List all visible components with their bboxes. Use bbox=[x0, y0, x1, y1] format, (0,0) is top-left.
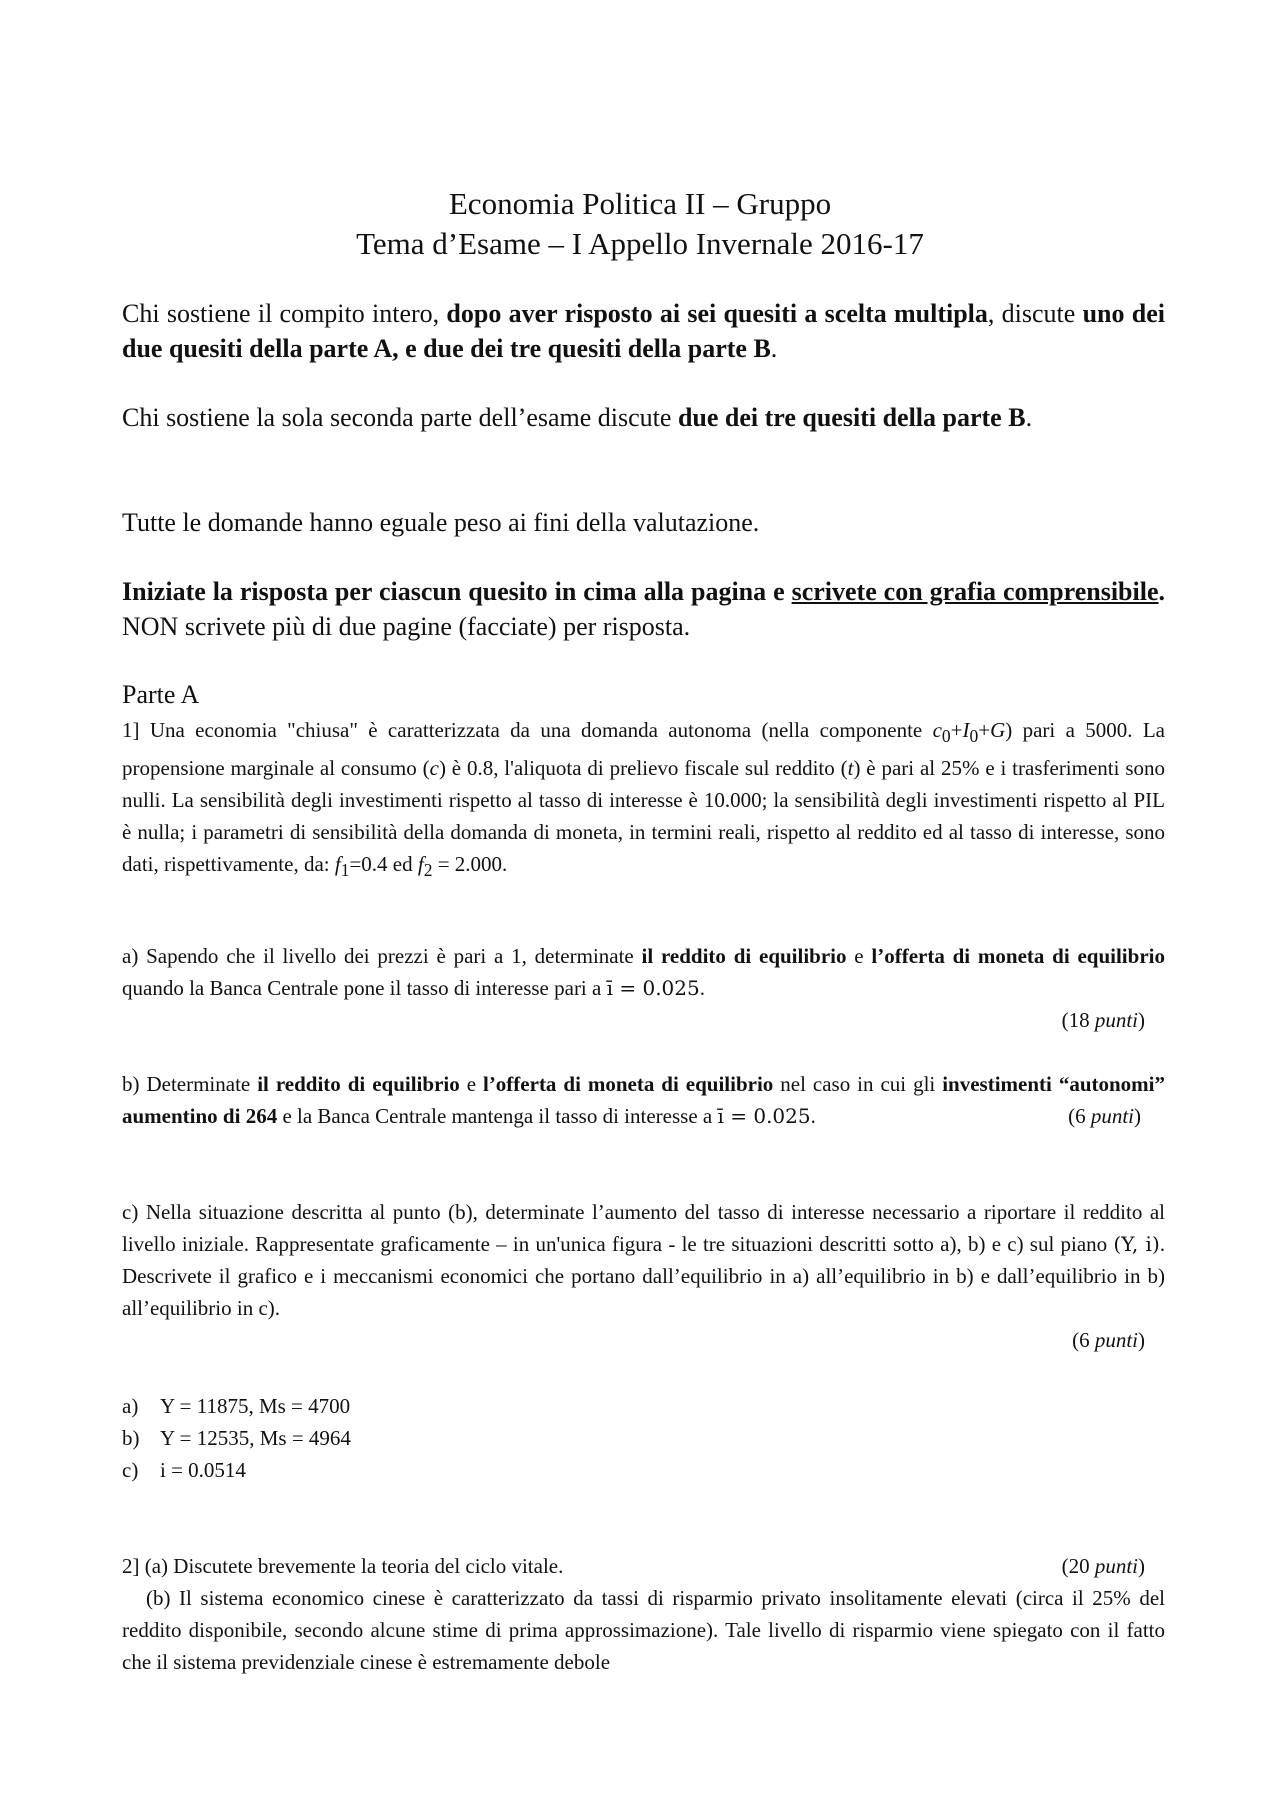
text: punti bbox=[1094, 1008, 1138, 1032]
text: ) bbox=[1138, 1328, 1145, 1352]
answer-list bbox=[122, 1390, 351, 1486]
points bbox=[1062, 1550, 1145, 1582]
question-1b bbox=[122, 1068, 1165, 1132]
question-2b: (b) Il sistema economico cinese è caratterizzato da tassi di risparmio privato insolitamente elevati (circa il 25% del reddito disponibile, secondo alcune stime di prima approssimazione). Tale livello di risparmio viene spiegato con il fatto che il sistema previdenziale cinese è estremamente debole bbox=[122, 1586, 1165, 1674]
bold-text: l’offerta di moneta di equilibrio bbox=[871, 944, 1165, 968]
subscript: 0 bbox=[941, 726, 951, 747]
text: ) bbox=[1138, 1554, 1145, 1578]
var: f bbox=[334, 852, 341, 877]
answer-text: Y = 12535, Ms = 4964 bbox=[160, 1426, 351, 1450]
text: . Descrivete il grafico e i meccanismi economici che portano dall’equilibrio in a) all’equilibrio in b) e dall’equilibrio in b) all’equilibrio in c). bbox=[122, 1232, 1165, 1320]
text: Chi sostiene la sola seconda parte dell’esame discute bbox=[122, 403, 678, 432]
exam-subtitle: Tema d’Esame – I Appello Invernale 2016-17 bbox=[356, 226, 924, 261]
answer-row bbox=[122, 1454, 351, 1486]
subscript: 1 bbox=[340, 860, 350, 881]
bold-text: l’offerta di moneta di equilibrio bbox=[482, 1072, 774, 1096]
question-1-text bbox=[122, 714, 1165, 886]
text: , discute bbox=[987, 299, 1083, 328]
text: 2] (a) Discutete brevemente la teoria del ciclo vitale. bbox=[122, 1554, 564, 1578]
answer-label: a) bbox=[122, 1394, 139, 1418]
text: . bbox=[1025, 403, 1033, 432]
text: Chi sostiene il compito intero, bbox=[122, 299, 447, 328]
text: b) Determinate bbox=[122, 1072, 258, 1096]
var: G bbox=[990, 718, 1006, 742]
bold-text: . bbox=[1158, 577, 1166, 606]
instruction-second-part bbox=[122, 400, 1165, 435]
math-expression: ī = 0.025 bbox=[717, 1104, 811, 1128]
question-1a bbox=[122, 940, 1165, 1036]
underlined-bold-text: scrivete con grafia comprensibile bbox=[791, 577, 1159, 606]
answer-label: c) bbox=[122, 1458, 139, 1482]
text: . bbox=[810, 1104, 816, 1128]
text: =0.4 ed bbox=[349, 852, 418, 877]
bold-text: uno dei due quesiti della parte A, e due dei tre quesiti della parte B bbox=[122, 299, 1165, 363]
text: c) Nella situazione descritta al punto (b), determinate l’aumento del tasso di interesse necessario a riportare il reddito al livello iniziale. Rappresentate graficamente – in un'unica figura - le tre situazioni descritti sotto a), b) e c) sul piano bbox=[122, 1200, 1165, 1256]
text: (6 bbox=[1068, 1104, 1091, 1128]
text: (6 bbox=[1072, 1328, 1095, 1352]
text: quando la Banca Centrale pone il tasso di interesse pari a bbox=[122, 976, 607, 1000]
bold-text: investimenti “autonomi” aumentino di 264 bbox=[122, 1072, 1165, 1128]
exam-title: Economia Politica II – Gruppo bbox=[448, 186, 832, 221]
text: (20 bbox=[1061, 1554, 1095, 1578]
text: + bbox=[950, 718, 963, 742]
question-2-head bbox=[122, 1550, 1165, 1582]
text: ) bbox=[1134, 1104, 1141, 1128]
text: a) Sapendo che il livello dei prezzi è pari a 1, determinate bbox=[122, 944, 642, 968]
answer-row bbox=[122, 1390, 351, 1422]
text: punti bbox=[1090, 1104, 1134, 1128]
instruction-writing bbox=[122, 574, 1165, 644]
section-title: Parte A bbox=[122, 680, 200, 709]
answer-label: b) bbox=[122, 1426, 140, 1450]
text: ) è pari al 25% e i trasferimenti sono nulli. La sensibilità degli investimenti rispetto al tasso di interesse è 10.000; la sensibilità degli investimenti rispetto al PIL è nulla; i parametri di sensibilità della domanda di moneta, in termini reali, rispetto al reddito ed al tasso di interesse, sono dati, rispettivamente, da: bbox=[122, 756, 1165, 877]
instruction-full-exam bbox=[122, 296, 1165, 366]
text: nel caso in cui gli bbox=[773, 1072, 943, 1096]
points bbox=[1068, 1100, 1141, 1132]
text: NON scrivete più di due pagine (facciate) per risposta. bbox=[122, 612, 691, 641]
question-1c bbox=[122, 1196, 1165, 1356]
answer-text: Y = 11875, Ms = 4700 bbox=[160, 1394, 351, 1418]
text: . bbox=[770, 334, 778, 363]
text: + bbox=[978, 718, 991, 742]
math-expression: ī = 0.025 bbox=[606, 976, 700, 1000]
bold-text: Iniziate la risposta per ciascun quesito in cima alla pagina e bbox=[122, 577, 792, 606]
bold-text: il reddito di equilibrio bbox=[641, 944, 847, 968]
bold-text: il reddito di equilibrio bbox=[257, 1072, 460, 1096]
var: t bbox=[847, 756, 854, 781]
var: f bbox=[417, 852, 424, 877]
text: ) bbox=[1138, 1008, 1145, 1032]
points bbox=[122, 1324, 1165, 1356]
question-2 bbox=[122, 1550, 1165, 1678]
answer-text: i = 0.0514 bbox=[160, 1458, 246, 1482]
text: ) pari a 5000. La propensione marginale al consumo ( bbox=[122, 718, 1165, 781]
text: 1] Una economia "chiusa" è caratterizzata da una domanda autonoma (nella componente bbox=[122, 718, 933, 742]
bold-text: dopo aver risposto ai sei quesiti a scelta multipla bbox=[446, 299, 988, 328]
points bbox=[122, 1004, 1165, 1036]
instruction-weights: Tutte le domande hanno eguale peso ai fini della valutazione. bbox=[122, 508, 760, 537]
math-expression: (Y, i) bbox=[1113, 1232, 1160, 1256]
text: ) è 0.8, l'aliquota di prelievo fiscale sul reddito ( bbox=[438, 756, 848, 781]
var: c bbox=[429, 756, 439, 781]
text: punti bbox=[1094, 1554, 1138, 1578]
text: e la Banca Centrale mantenga il tasso di interesse a bbox=[277, 1104, 718, 1128]
var: c bbox=[932, 718, 942, 742]
text: e bbox=[459, 1072, 483, 1096]
bold-text: due dei tre quesiti della parte B bbox=[677, 403, 1026, 432]
text: (18 bbox=[1061, 1008, 1095, 1032]
var: I bbox=[962, 718, 970, 742]
text: = 2.000. bbox=[432, 852, 508, 877]
subscript: 0 bbox=[969, 726, 979, 747]
answer-row bbox=[122, 1422, 351, 1454]
text: punti bbox=[1094, 1328, 1138, 1352]
subscript: 2 bbox=[423, 860, 433, 881]
text: e bbox=[846, 944, 872, 968]
text: . bbox=[699, 976, 705, 1000]
